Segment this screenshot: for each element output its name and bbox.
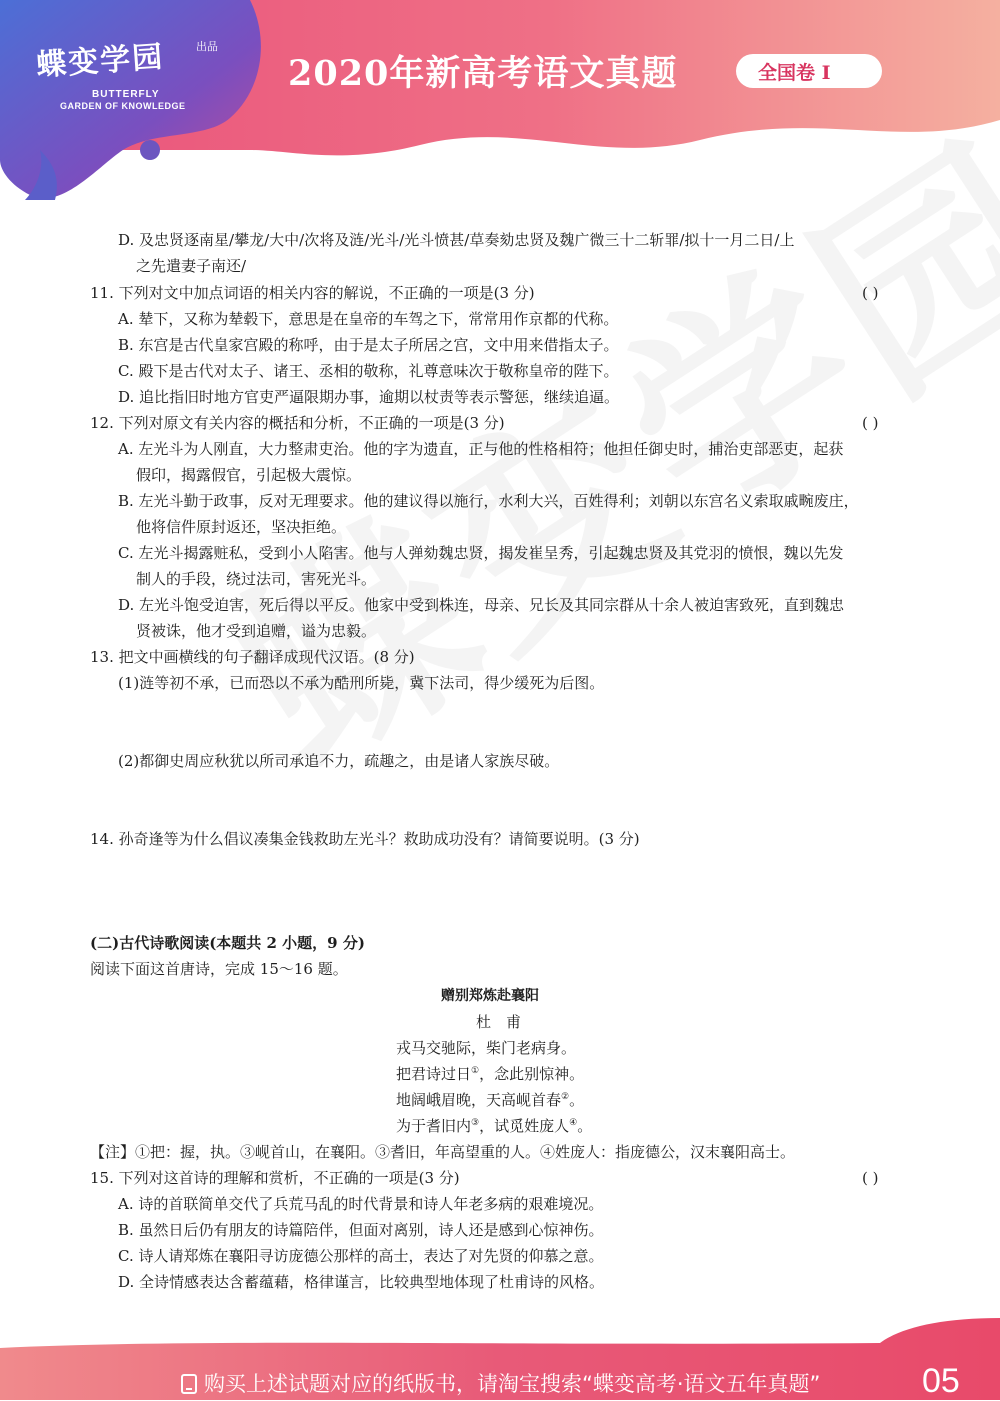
q11-option-c: C. 殿下是古代对太子、诸王、丞相的敬称，礼尊意味次于敬称皇帝的陛下。 [118, 362, 619, 380]
q10-option-d-line1: D. 及忠贤逐南星/攀龙/大中/次将及涟/光斗/光斗愤甚/草奏劾忠贤及魏广微三十二斩罪/拟十一月二日/上 [118, 231, 795, 249]
footnote-mark-1: ① [471, 1066, 480, 1076]
poem-line-3-b: 。 [569, 1091, 585, 1109]
poem-line-4-a: 为于耆旧内 [396, 1117, 472, 1135]
footnote-mark-2: ② [561, 1092, 570, 1102]
poem-line-1: 戎马交驰际，柴门老病身。 [396, 1039, 577, 1057]
poem-line-4-b: ，试觅姓庞人 [479, 1117, 570, 1135]
q13-sentence-1: (1)涟等初不承，已而恐以不承为酷刑所毙，冀下法司，得少缓死为后图。 [118, 674, 605, 692]
header-banner [0, 0, 1000, 200]
logo-english-line2: GARDEN OF KNOWLEDGE [60, 101, 186, 111]
exam-badge [736, 54, 882, 88]
q15-stem: 15. 下列对这首诗的理解和赏析，不正确的一项是(3 分) [90, 1169, 460, 1187]
q12-option-b-line1: B. 左光斗勤于政事，反对无理要求。他的建议得以施行，水利大兴，百姓得利；刘朝以东宫名义索取戚畹废庄， [118, 492, 859, 510]
logo-english-line1: BUTTERFLY [92, 89, 160, 100]
logo-tag: 出品 [196, 40, 218, 53]
poem-line-3-a: 地阔峨眉晚，天高岘首春 [396, 1091, 562, 1109]
q12-option-a-line1: A. 左光斗为人刚直，大力整肃吏治。他的字为遗直，正与他的性格相符；他担任御史时，捕治吏部恶吏，起获 [118, 440, 844, 458]
poem-notes: 【注】①把：握，执。③岘首山，在襄阳。③耆旧，年高望重的人。④姓庞人：指庞德公，汉末襄阳高士。 [90, 1143, 796, 1161]
poem-line-2-b: ，念此别惊神。 [479, 1065, 585, 1083]
q11-option-a: A. 辇下，又称为辇毂下，意思是在皇帝的车驾之下，常常用作京都的代称。 [118, 310, 619, 328]
q13-stem: 13. 把文中画横线的句子翻译成现代汉语。(8 分) [90, 648, 415, 666]
q11-answer-paren: ( ) [862, 284, 879, 302]
q13-sentence-2: (2)都御史周应秋犹以所司承追不力，疏趣之，由是诸人家族尽破。 [118, 752, 560, 770]
poem-line-3 [396, 1090, 584, 1110]
q12-option-c-line1: C. 左光斗揭露赃私，受到小人陷害。他与人弹劾魏忠贤，揭发崔呈秀，引起魏忠贤及其党羽的愤恨，魏以先发 [118, 544, 844, 562]
poem-line-4-c: 。 [577, 1117, 593, 1135]
q15-answer-paren: ( ) [862, 1169, 879, 1187]
q15-option-d: D. 全诗情感表达含蓄蕴藉，格律谨言，比较典型地体现了杜甫诗的风格。 [118, 1273, 605, 1291]
footer-promo [180, 1368, 880, 1398]
q10-option-d-line2: 之先遣妻子南还/ [136, 257, 247, 275]
q12-option-a-line2: 假印，揭露假官，引起极大震惊。 [136, 466, 362, 484]
section-2-heading: (二)古代诗歌阅读(本题共 2 小题，9 分) [90, 934, 365, 952]
q15-option-a: A. 诗的首联简单交代了兵荒马乱的时代背景和诗人年老多病的艰难境况。 [118, 1195, 604, 1213]
q14-stem: 14. 孙奇逢等为什么倡议凑集金钱救助左光斗？救助成功没有？请简要说明。(3 分) [90, 830, 640, 848]
q12-stem: 12. 下列对原文有关内容的概括和分析，不正确的一项是(3 分) [90, 414, 505, 432]
q12-option-d-line1: D. 左光斗饱受迫害，死后得以平反。他家中受到株连，母亲、兄长及其同宗群从十余人被迫害致死，直到魏忠 [118, 596, 845, 614]
footer-promo-text: 购买上述试题对应的纸版书，请淘宝搜索“蝶变高考·语文五年真题” [204, 1372, 821, 1396]
page-title: 2020年新高考语文真题 [288, 53, 678, 94]
q12-answer-paren: ( ) [862, 414, 879, 432]
footnote-mark-4: ④ [569, 1118, 578, 1128]
page-number: 05 [922, 1362, 960, 1400]
q11-option-d: D. 追比指旧时地方官吏严逼限期办事，逾期以杖责等表示警惩，继续追逼。 [118, 388, 620, 406]
exam-badge-label: 全国卷 I [758, 61, 831, 84]
poem-line-2 [396, 1064, 584, 1084]
q15-option-b: B. 虽然日后仍有朋友的诗篇陪伴，但面对离别，诗人还是感到心惊神伤。 [118, 1221, 604, 1239]
section-2-intro: 阅读下面这首唐诗，完成 15～16 题。 [90, 960, 348, 978]
logo-text: 蝶变学园 [35, 39, 166, 84]
q15-option-c: C. 诗人请郑炼在襄阳寻访庞德公那样的高士，表达了对先贤的仰慕之意。 [118, 1247, 604, 1265]
poem-author: 杜 甫 [476, 1013, 522, 1031]
poem-line-4 [396, 1116, 592, 1136]
footnote-mark-3: ③ [471, 1118, 480, 1128]
q12-option-c-line2: 制人的手段，绕过法司，害死光斗。 [136, 570, 377, 588]
book-icon [180, 1374, 198, 1394]
q11-stem: 11. 下列对文中加点词语的相关内容的解说，不正确的一项是(3 分) [90, 284, 535, 302]
q12-option-d-line2: 贤被诛，他才受到追赠，谥为忠毅。 [136, 622, 377, 640]
poem-line-2-a: 把君诗过日 [396, 1065, 472, 1083]
q11-option-b: B. 东宫是古代皇家宫殿的称呼，由于是太子所居之宫，文中用来借指太子。 [118, 336, 619, 354]
banner-background [0, 0, 1000, 200]
poem-title: 赠别郑炼赴襄阳 [441, 988, 539, 1004]
q12-option-b-line2: 他将信件原封返还，坚决拒绝。 [136, 518, 347, 536]
